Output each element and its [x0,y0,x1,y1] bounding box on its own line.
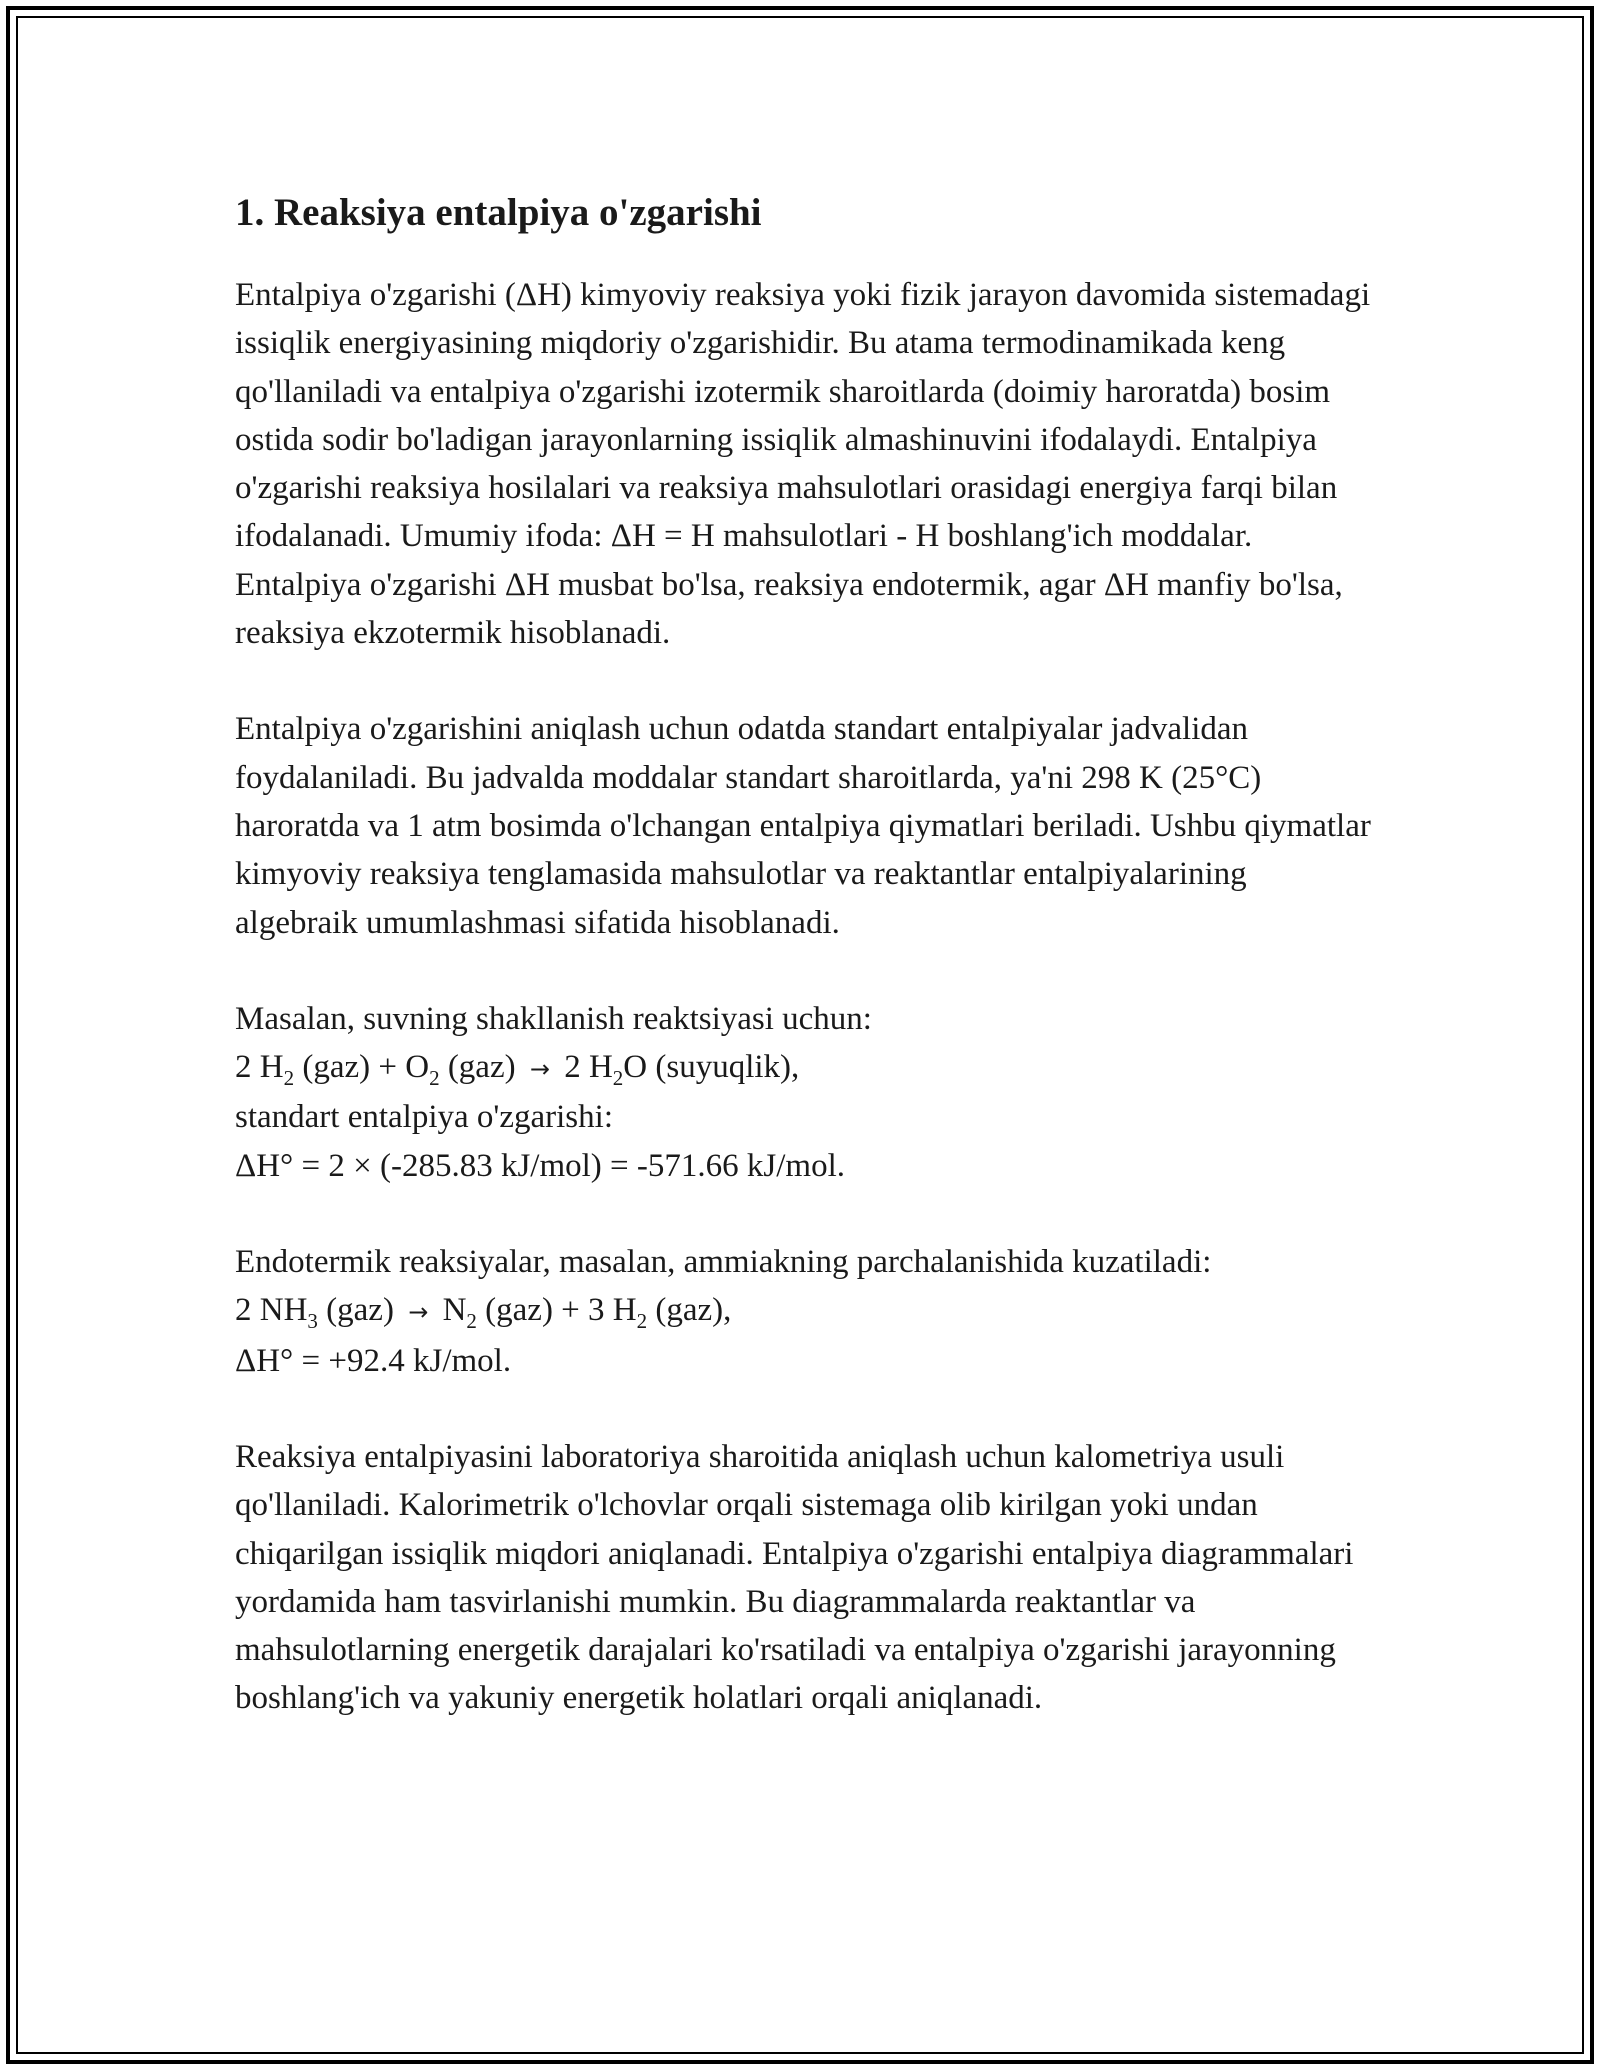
chemical-equation-water: 2 $H_2$ $(gaz) + O_2$ (gaz) → 2 $H_2O$ (suyuqlik), [235,1043,1375,1093]
document-body [235,185,1375,1771]
reaction-arrow-icon: → [529,1055,550,1084]
chemical-equation-ammonia: 2 $NH_3$ $(gaz) \to N_2$ (gaz) + 3 $H_2$ (gaz), [235,1286,1375,1336]
enthalpy-result: ΔH° = +92.4 kJ/mol. [235,1342,512,1379]
example-water-formation [235,995,1375,1190]
example-label: standart entalpiya o'zgarishi: [235,1099,613,1136]
paragraph-standard-enthalpy: Entalpiya o'zgarishini aniqlash uchun odatda standart entalpiyalar jadvalidan foydalaniladi. Bu jadvalda moddalar standart sharoitlarda, ya'ni 298 K (25°C) haroratda va 1 atm bosimda o'lchangan entalpiya qiymatlari beriladi. Ushbu qiymatlar kimyoviy reaksiya tenglamasida mahsulotlar va reaktantlar entalpiyalarining algebraik umumlashmasi sifatida hisoblanadi. [235,711,1371,941]
example-ammonia-decomposition [235,1238,1375,1385]
paragraph-definition: Entalpiya o'zgarishi (ΔH) kimyoviy reaksiya yoki fizik jarayon davomida sistemadagi issiqlik energiyasining miqdoriy o'zgarishidir. Bu atama termodinamikada keng qo'llaniladi va entalpiya o'zgarishi izotermik sharoitlarda (doimiy haroratda) bosim ostida sodir bo'ladigan jarayonlarning issiqlik almashinuvini ifodalaydi. Entalpiya o'zgarishi reaksiya hosilalari va reaksiya mahsulotlari orasidagi energiya farqi bilan ifodalanadi. Umumiy ifoda: ΔH = H mahsulotlari - H boshlang'ich moddalar. Entalpiya o'zgarishi ΔH musbat bo'lsa, reaksiya endotermik, agar ΔH manfiy bo'lsa, reaksiya ekzotermik hisoblanadi. [235,277,1371,652]
section-heading: 1. Reaksiya entalpiya o'zgarishi [235,191,762,234]
reaction-arrow-icon: → [408,1298,429,1327]
paragraph-calorimetry: Reaksiya entalpiyasini laboratoriya sharoitida aniqlash uchun kalometriya usuli qo'llaniladi. Kalorimetrik o'lchovlar orqali sistemaga olib kirilgan yoki undan chiqarilgan issiqlik miqdori aniqlanadi. Entalpiya o'zgarishi entalpiya diagrammalari yordamida ham tasvirlanishi mumkin. Bu diagrammalarda reaktantlar va mahsulotlarning energetik darajalari ko'rsatiladi va entalpiya o'zgarishi jarayonning boshlang'ich va yakuniy energetik holatlari orqali aniqlanadi. [235,1438,1354,1717]
enthalpy-result: ΔH° = 2 × (-285.83 kJ/mol) = -571.66 kJ/mol. [235,1147,845,1184]
example-intro: Masalan, suvning shakllanish reaktsiyasi uchun: [235,1000,872,1037]
example-intro: Endotermik reaksiyalar, masalan, ammiakning parchalanishida kuzatiladi: [235,1244,1212,1281]
